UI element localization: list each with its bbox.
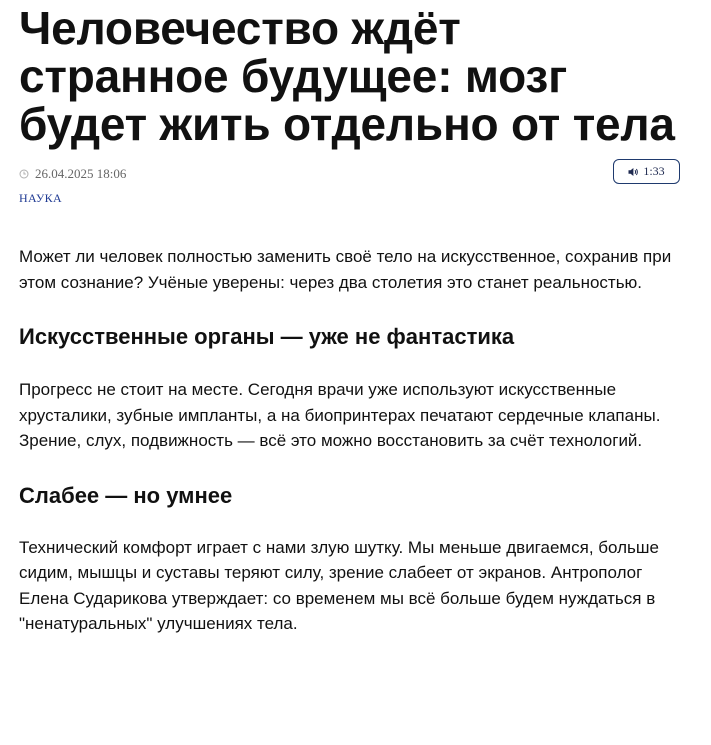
publish-date-row	[19, 165, 699, 183]
listen-audio-button[interactable]	[613, 159, 680, 184]
audio-duration: 1:33	[643, 164, 665, 178]
section-paragraph: Технический комфорт играет с нами злую шутку. Мы меньше двигаемся, больше сидим, мышцы и суставы теряют силу, зрение слабеет от экранов. Антрополог Елена Сударикова утверждает: со временем мы всё больше будем нуждаться в "ненатуральных" улучшениях тела.	[19, 537, 659, 633]
clock-icon	[19, 169, 29, 179]
article-meta	[19, 165, 699, 215]
category-link[interactable]: НАУКА	[19, 191, 62, 205]
article-lead: Может ли человек полностью заменить своё тело на искусственное, сохранив при этом сознание? Учёные уверены: через два столетия это станет реальностью.	[19, 247, 672, 292]
article	[19, 0, 699, 637]
article-title: Человечество ждёт странное будущее: мозг будет жить отдельно от тела	[19, 2, 675, 150]
section-paragraph: Прогресс не стоит на месте. Сегодня врачи уже используют искусственные хрусталики, зубные импланты, а на биопринтерах печатают сердечные клапаны. Зрение, слух, подвижность — всё это можно восстановить за счёт технологий.	[19, 380, 661, 450]
speaker-icon	[628, 167, 639, 177]
section-heading: Искусственные органы — уже не фантастика	[19, 324, 515, 349]
publish-date: 26.04.2025 18:06	[35, 166, 127, 181]
section-heading: Слабее — но умнее	[19, 482, 233, 508]
